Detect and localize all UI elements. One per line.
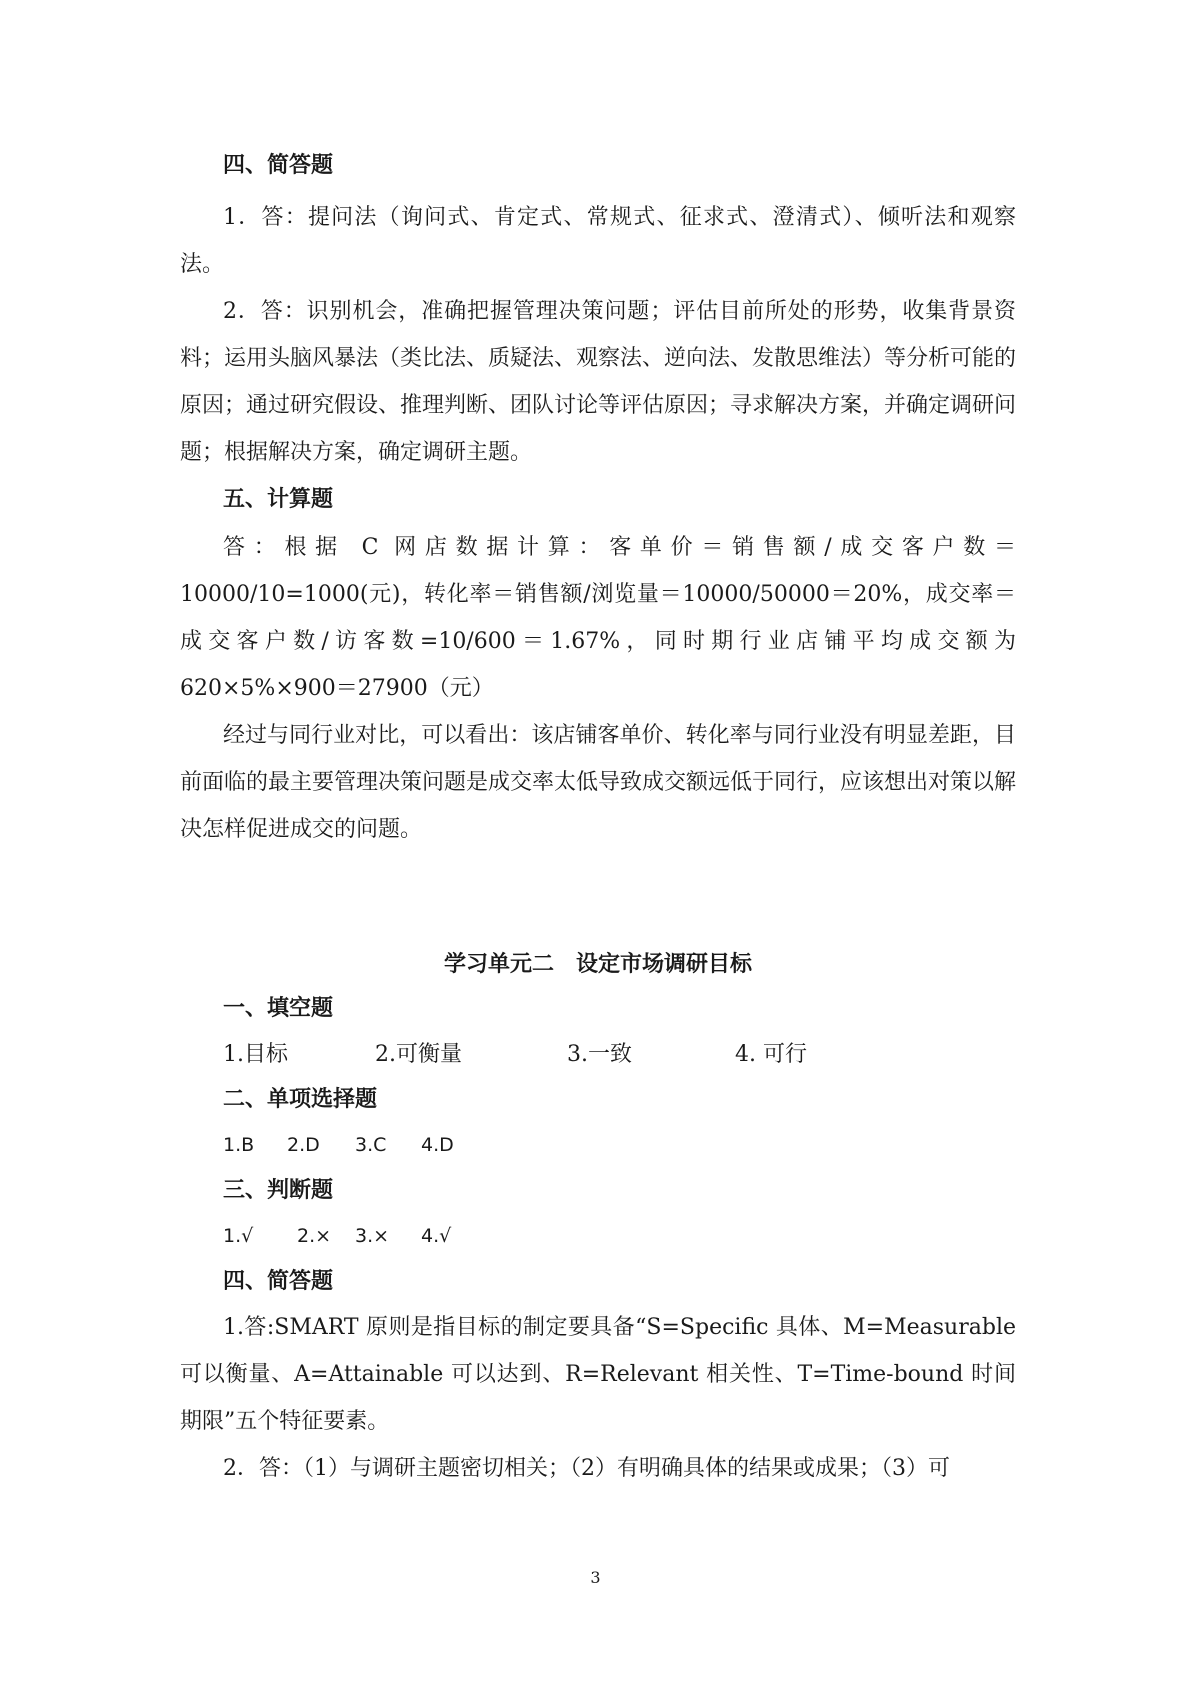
answer-item: 2.D [287,1134,320,1156]
answer-paragraph: 1.答:SMART 原则是指目标的制定要具备“S=Specific 具体、M=Measurable 可以衡量、A=Attainable 可以达到、R=Relevant 相关性、T=Time-bound 时间期限”五个特征要素。 [180,1315,1016,1434]
answer-item: 3.一致 [567,1042,632,1067]
answer-item: 4.D [421,1134,454,1156]
single-choice-answers [180,1122,1016,1169]
page-number: 3 [590,1568,601,1587]
answer-item: 2.× [297,1225,332,1247]
conclusion-paragraph: 经过与同行业对比，可以看出：该店铺客单价、转化率与同行业没有明显差距，目前面临的最主要管理决策问题是成交率太低导致成交额远低于同行，应该想出对策以解决怎样促进成交的问题。 [180,723,1017,842]
heading-true-false: 三、判断题 [223,1178,334,1203]
true-false-answers [180,1213,1016,1260]
heading-single-choice: 二、单项选择题 [223,1087,378,1112]
heading-calculation: 五、计算题 [223,487,334,512]
heading-fill-in: 一、填空题 [223,996,334,1021]
fill-in-answers [180,1031,1016,1078]
answer-item: 2.可衡量 [375,1042,462,1067]
answer-item: 4. 可行 [735,1042,807,1067]
document-page [180,150,1016,1492]
answer-item: 1.目标 [223,1042,288,1067]
answer-paragraph: 2．答：（1）与调研主题密切相关；（2）有明确具体的结果或成果；（3）可 [223,1456,950,1481]
answer-item: 4.√ [421,1225,452,1247]
answer-item: 3.C [355,1134,387,1156]
calculation-paragraph: 答：根据 C 网店数据计算：客单价＝销售额/成交客户数＝10000/10=1000(元)，转化率＝销售额/浏览量＝10000/50000＝20%，成交率＝成交客户数/访客数=10/600＝1.67%，同时期行业店铺平均成交额为 620×5%×900＝27900（元） [180,535,1016,701]
answer-item: 1.B [223,1134,255,1156]
heading-short-answer-2: 四、简答题 [223,1269,334,1294]
answer-item: 3.× [355,1225,390,1247]
heading-short-answer-1: 四、简答题 [223,153,334,178]
answer-paragraph: 2．答：识别机会，准确把握管理决策问题；评估目前所处的形势，收集背景资料；运用头脑风暴法（类比法、质疑法、观察法、逆向法、发散思维法）等分析可能的原因；通过研究假设、推理判断、团队讨论等评估原因；寻求解决方案，并确定调研问题；根据解决方案，确定调研主题。 [180,299,1017,465]
unit-title: 学习单元二 设定市场调研目标 [443,952,752,977]
answer-item: 1.√ [223,1225,254,1247]
answer-paragraph: 1．答：提问法（询问式、肯定式、常规式、征求式、澄清式）、倾听法和观察法。 [180,205,1016,277]
